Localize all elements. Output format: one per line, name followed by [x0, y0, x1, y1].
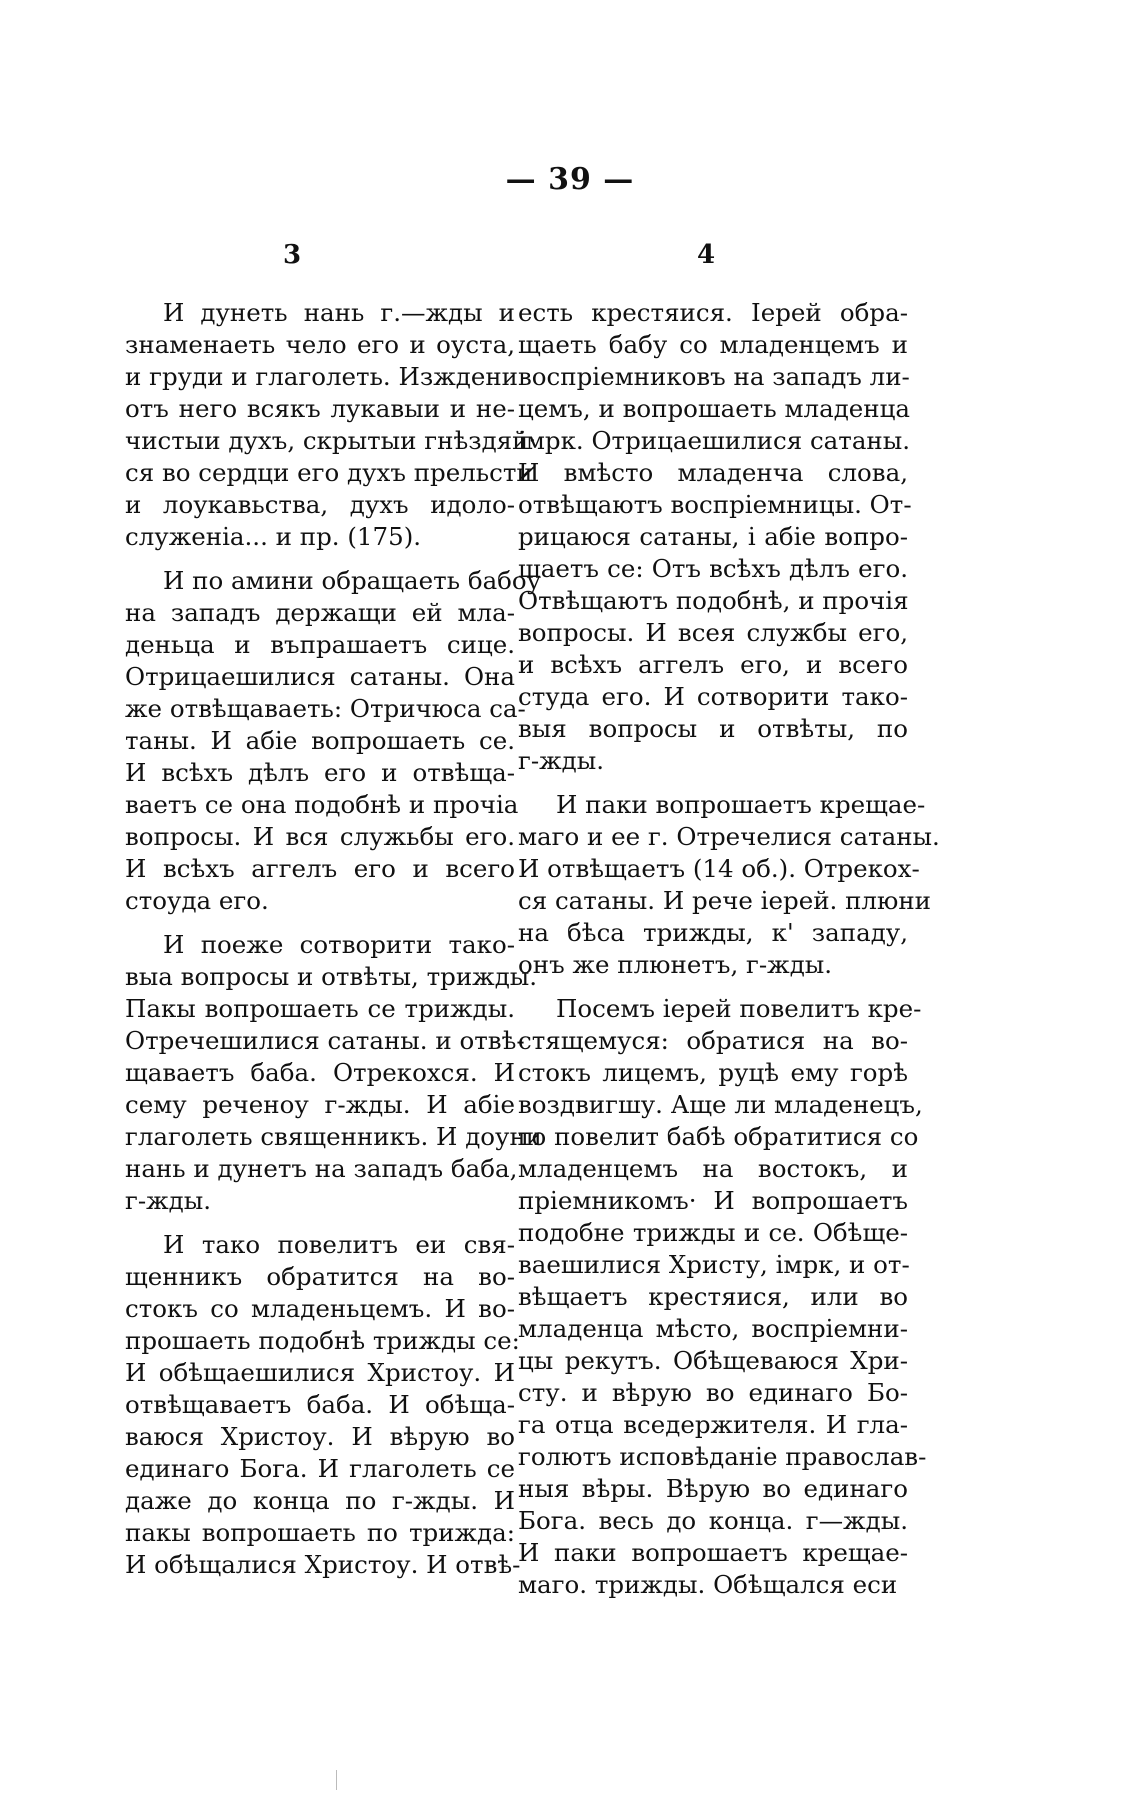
text-line: щаваетъ баба. Отрекохся. И	[125, 1058, 515, 1087]
text-line: студа его. И сотворити тако-	[518, 682, 908, 711]
text-line: даже до конца по г-жды. И	[125, 1486, 515, 1515]
paragraph-gap	[125, 1217, 515, 1229]
text-line: И поеже сотворити тако-	[163, 930, 515, 959]
text-line: же отвѣщаваеть: Отричюса са-	[125, 694, 526, 723]
text-line: голютъ исповѣданіе православ-	[518, 1442, 927, 1471]
left-column-number: 3	[282, 240, 302, 270]
text-line: И паки вопрошаетъ крещае-	[556, 790, 926, 819]
text-line: ся во сердци его духъ прельсти	[125, 458, 533, 487]
text-line: на бѣса трижды, к' западу,	[518, 918, 908, 947]
text-line: ваетъ се она подобнѣ и прочіа	[125, 790, 519, 819]
paragraph-gap	[518, 777, 908, 789]
text-line: единаго Бога. И глаголеть се	[125, 1454, 515, 1483]
text-line: цемъ, и вопрошаеть младенца	[518, 394, 910, 423]
right-text-column	[518, 297, 940, 1601]
text-line: младенца мѣсто, воспріемни-	[518, 1314, 908, 1343]
text-line: пакы вопрошаеть по трижда:	[125, 1518, 515, 1547]
text-line: служеніа... и пр. (175).	[125, 522, 422, 551]
paragraph-gap	[125, 553, 515, 565]
text-line: и лоукавьства, духъ идоло-	[125, 490, 515, 519]
text-line: Отвѣщаютъ подобнѣ, и прочія	[518, 586, 909, 615]
text-line: г-жды.	[518, 746, 605, 775]
text-line: то повелит бабѣ обратитися со	[518, 1122, 919, 1151]
text-line: сту. и вѣрую во единаго Бо-	[518, 1378, 908, 1407]
paragraph	[125, 929, 543, 1217]
paragraph-gap	[518, 981, 908, 993]
text-line: младенцемъ на востокъ, и	[518, 1154, 908, 1183]
left-text-column	[125, 297, 543, 1581]
text-line: стящемуся: обратися на во-	[518, 1026, 908, 1055]
text-line: стоуда его.	[125, 886, 269, 915]
text-line: прошаеть подобнѣ трижды се:	[125, 1326, 520, 1355]
text-line: глаголеть священникъ. И доуни	[125, 1122, 543, 1151]
text-line: пріемникомъ· И вопрошаетъ	[518, 1186, 908, 1215]
text-line: щаеть бабу со младенцемъ и	[518, 330, 908, 359]
text-line: вѣщаетъ крестяися, или во	[518, 1282, 908, 1311]
text-line: маго. трижды. Обѣщался еси	[518, 1570, 898, 1599]
text-line: И отвѣщаетъ (14 об.). Отрекох-	[518, 854, 920, 883]
paragraph	[125, 297, 537, 553]
text-line: И паки вопрошаетъ крещае-	[518, 1538, 908, 1567]
text-line: маго и ее г. Отречелися сатаны.	[518, 822, 940, 851]
text-line: шаетъ се: Отъ всѣхъ дѣлъ его.	[518, 554, 908, 583]
page-edge-mark	[336, 1770, 337, 1790]
text-line: И обѣщалися Христоу. И отвѣ-	[125, 1550, 521, 1579]
paragraph	[518, 993, 927, 1601]
text-line: подобне трижды и се. Обѣще-	[518, 1218, 908, 1247]
text-line: сему реченоу г-жды. И абіе	[125, 1090, 515, 1119]
text-line: деньца и въпрашаетъ сице.	[125, 630, 515, 659]
text-line: стокъ лицемъ, руцѣ ему горѣ	[518, 1058, 908, 1087]
text-line: И дунеть нань г.—жды и	[163, 298, 515, 327]
text-line: Бога. весь до конца. г—жды.	[518, 1506, 908, 1535]
text-line: выя вопросы и отвѣты, по	[518, 714, 908, 743]
text-line: таны. И абіе вопрошаеть се.	[125, 726, 515, 755]
text-line: на западъ держащи ей мла-	[125, 598, 515, 627]
text-line: Отрицаешилися сатаны. Она	[125, 662, 515, 691]
text-line: щенникъ обратится на во-	[125, 1262, 515, 1291]
text-line: Отречешилися сатаны. и отвѣ-	[125, 1026, 525, 1055]
text-line: И вмѣсто младенча слова,	[518, 458, 908, 487]
text-line: отвѣщаютъ воспріемницы. От-	[518, 490, 912, 519]
right-column-number: 4	[696, 240, 716, 270]
text-line: Пакы вопрошаеть се трижды.	[125, 994, 515, 1023]
text-line: воздвигшу. Аще ли младенецъ,	[518, 1090, 923, 1119]
text-line: ныя вѣры. Вѣрую во единаго	[518, 1474, 908, 1503]
text-line: ваешилися Христу, імрк, и от-	[518, 1250, 910, 1279]
paragraph-gap	[125, 917, 515, 929]
paragraph	[518, 789, 940, 981]
text-line: и груди и глаголеть. Изждени	[125, 362, 519, 391]
text-line: И обѣщаешилися Христоу. И	[125, 1358, 515, 1387]
text-line: нань и дунетъ на западъ баба,	[125, 1154, 518, 1183]
text-line: вопросы. И вся служьбы его.	[125, 822, 515, 851]
text-line: выа вопросы и отвѣты, трижды.	[125, 962, 538, 991]
paragraph	[125, 1229, 521, 1581]
text-line: воспріемниковъ на западъ ли-	[518, 362, 910, 391]
text-line: есть крестяися. Іерей обра-	[518, 298, 908, 327]
paragraph	[125, 565, 542, 917]
text-line: онъ же плюнетъ, г-жды.	[518, 950, 833, 979]
text-line: и всѣхъ аггелъ его, и всего	[518, 650, 908, 679]
paragraph	[518, 297, 912, 777]
text-line: цы рекутъ. Обѣщеваюся Хри-	[518, 1346, 908, 1375]
text-line: г-жды.	[125, 1186, 212, 1215]
text-line: стокъ со младеньцемъ. И во-	[125, 1294, 515, 1323]
text-line: И всѣхъ дѣлъ его и отвѣща-	[125, 758, 515, 787]
text-line: знаменаеть чело его и оуста,	[125, 330, 515, 359]
text-line: імрк. Отрицаешилися сатаны.	[518, 426, 911, 455]
text-line: ваюся Христоу. И вѣрую во	[125, 1422, 515, 1451]
text-line: отъ него всякъ лукавыи и не-	[125, 394, 515, 423]
text-line: га отца вседержителя. И гла-	[518, 1410, 908, 1439]
text-line: отвѣщаваетъ баба. И обѣща-	[125, 1390, 515, 1419]
text-line: рицаюся сатаны, і абіе вопро-	[518, 522, 908, 551]
text-line: Посемъ іерей повелитъ кре-	[556, 994, 922, 1023]
text-line: И всѣхъ аггелъ его и всего	[125, 854, 515, 883]
page-number: — 39 —	[505, 162, 635, 197]
text-line: чистыи духъ, скрытыи гнѣздяй·	[125, 426, 537, 455]
text-line: И тако повелитъ еи свя-	[163, 1230, 515, 1259]
text-line: вопросы. И всея службы его,	[518, 618, 908, 647]
text-line: ся сатаны. И рече іерей. плюни	[518, 886, 931, 915]
text-line: И по амини обращаеть бабоу	[163, 566, 542, 595]
